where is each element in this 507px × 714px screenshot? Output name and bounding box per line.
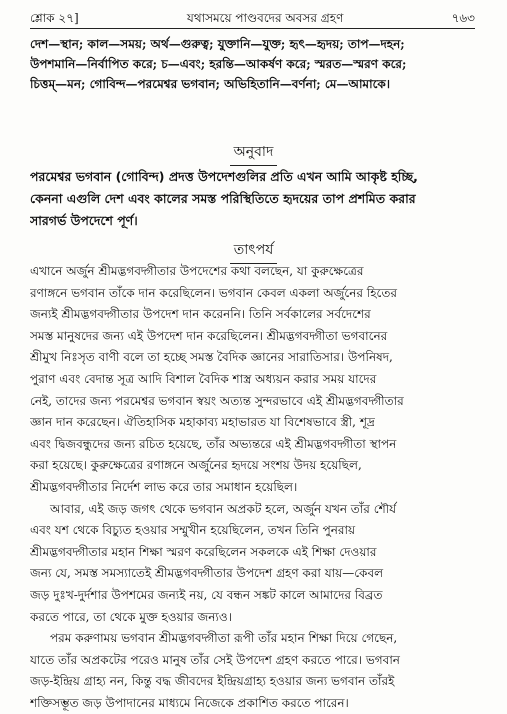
translation-line: সারগর্ভ উপদেশে পূর্ণ। [30,213,138,228]
purport-line: জ্ঞান দান করেছেন। ঐতিহাসিক মহাকাব্য মহাভারত যা বিশেষভাবে স্ত্রী, শূদ্র [30,415,375,430]
purport-block [30,261,477,714]
purport-line: আবার, এই জড় জগৎ থেকে ভগবান অপ্রকট হলে, অর্জুন যখন তাঁর শৌর্য [50,501,397,516]
purport-heading: তাৎপর্য [0,238,507,264]
purport-line: শ্রীমদ্ভগবদ্গীতার মহান শিক্ষা স্মরণ করেছিলেন সকলকে এই শিক্ষা দেওয়ার [30,544,377,559]
synonyms-line: দেশ—স্থান; কাল—সময়; অর্থ—গুরুত্ব; যুক্তানি—যুক্ত; হৃৎ—হৃদয়; তাপ—দহন; [30,37,405,51]
purport-line: জন্যই শ্রীমদ্ভগবদ্গীতার উপদেশ দান করেননি। তিনি সর্বকালের সর্বদেশের [30,307,371,322]
purport-line: জড়-ইন্দ্রিয় গ্রাহ্য নন, কিন্তু বদ্ধ জীবদের ইন্দ্রিয়গ্রাহ্য হওয়ার জন্য ভগবান তাঁরই [30,674,395,689]
purport-line: শক্তিসম্ভূত জড় উপাদানের মাধ্যমে নিজেকে প্রকাশিত করতে পারেন। [30,695,349,710]
purport-line: শ্রীমুখ নিঃসৃত বাণী বলে তা হচ্ছে সমস্ত বৈদিক জ্ঞানের সারাতিসার। উপনিষদ, [30,350,393,365]
synonyms-line: উপশমানি—নির্বাপিত করে; চ—এবং; হরন্তি—আকর্ষণ করে; স্মরত—স্মরণ করে; [30,57,407,71]
synonyms-line: চিত্তম্—মন; গোবিন্দ—পরমেশ্বর ভগবান; অভিহিতানি—বর্ণনা; মে—আমাকে। [30,77,391,91]
running-header [30,6,475,29]
purport-line: সমস্ত মানুষদের জন্য এই উপদেশ দান করেছিলেন। শ্রীমদ্ভগবদ্গীতা ভগবানের [30,328,388,343]
purport-line: এখানে অর্জুন শ্রীমদ্ভগবদ্গীতার উপদেশের কথা বলছেন, যা কুরুক্ষেত্রের [30,264,364,278]
purport-line: রণাঙ্গনে ভগবান তাঁকে দান করেছিলেন। ভগবান কেবল একলা অর্জুনের হিতের [30,285,397,300]
purport-line: পরম করুণাময় ভগবান শ্রীমদ্ভগবদ্গীতা রূপী তাঁর মহান শিক্ষা দিয়ে গেছেন, [50,631,398,646]
purport-line: পুরাণ এবং বেদান্ত সূত্র আদি বিশাল বৈদিক শাস্ত্র অধ্যয়ন করার সময় যাদের [30,371,377,386]
purport-line: নেই, তাদের জন্য পরমেশ্বর ভগবান স্বয়ং অত্যন্ত সুন্দরভাবে এই শ্রীমদ্ভগবদ্গীতার [30,393,404,408]
purport-line: যাতে তাঁর অপ্রকটের পরেও মানুষ তাঁর সেই উপদেশ গ্রহণ করতে পারে। ভগবান [30,652,400,667]
purport-line: এবং দ্বিজবন্ধুদের জন্য রচিত হয়েছে, তাঁর অভ্যন্তরে এই শ্রীমদ্ভগবদ্গীতা স্থাপন [30,436,397,451]
verse-number: শ্লোক ২৭] [30,11,79,25]
chapter-title: যথাসময়ে পাণ্ডবদের অবসর গ্রহণ [186,11,344,25]
purport-line: করা হয়েছে। কুরুক্ষেত্রের রণাঙ্গনে অর্জুনের হৃদয়ে সংশয় উদয় হয়েছিল, [30,458,362,473]
translation-line: পরমেশ্বর ভগবান (গোবিন্দ) প্রদত্ত উপদেশগুলির প্রতি এখন আমি আকৃষ্ট হচ্ছি, [30,169,418,184]
purport-line: করতে পারে, তা থেকে মুক্ত হওয়ার জন্যও। [30,609,233,624]
purport-line: জন্য যে, সমস্ত সমস্যাতেই শ্রীমদ্ভগবদ্গীতার উপদেশ গ্রহণ করা যায়—কেবল [30,566,384,581]
page-number: ৭৬৩ [451,11,475,25]
synonyms-block [30,34,477,94]
translation-heading: অনুবাদ [0,140,507,166]
purport-line: জড় দুঃখ-দুর্দশার উপশমের জন্যই নয়, যে বন্ধন সঙ্কট কালে আমাদের বিব্রত [30,587,383,602]
purport-line: এবং যশ থেকে বিচ্যুত হওয়ার সম্মুখীন হয়েছিলেন, তখন তিনি পুনরায় [30,523,356,538]
purport-line: শ্রীমদ্ভগবদ্গীতার নির্দেশ লাভ করে তার সমাধান হয়েছিল। [30,479,298,494]
translation-block [30,166,477,232]
translation-line: কেননা এগুলি দেশ এবং কালের সমস্ত পরিস্থিতিতে হৃদয়ের তাপ প্রশমিত করার [30,191,416,206]
